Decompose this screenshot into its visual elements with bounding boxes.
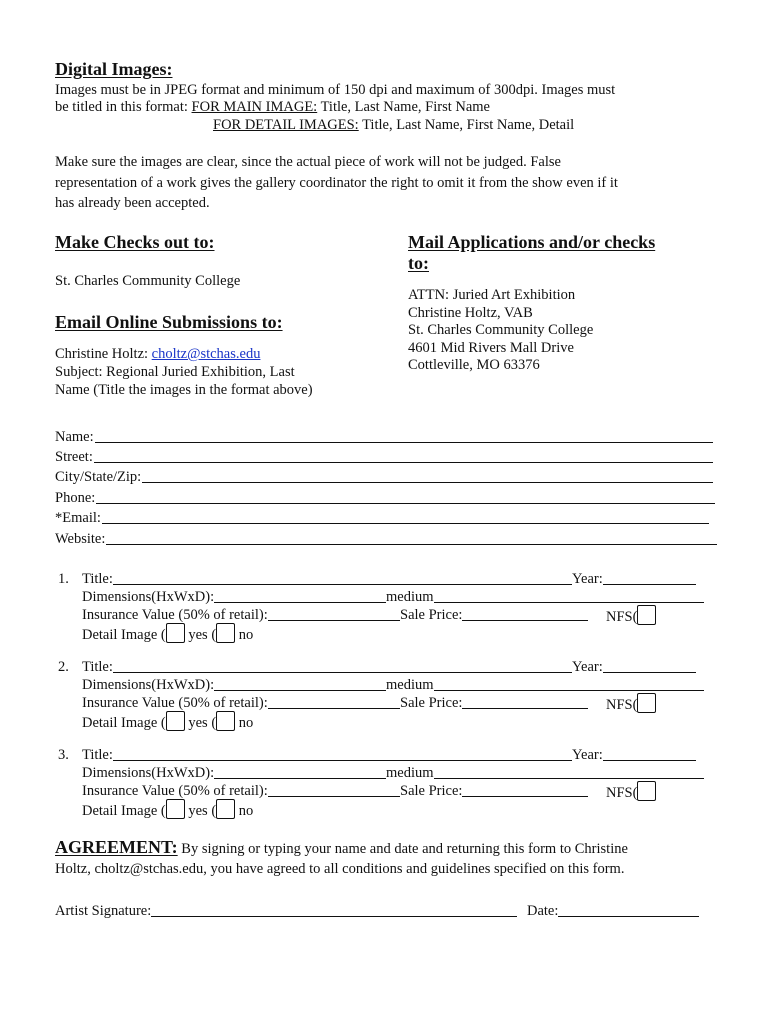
email-line[interactable] [102, 509, 709, 524]
work-title-line[interactable] [113, 570, 572, 585]
main-image-label: FOR MAIN IMAGE: [191, 99, 318, 115]
work-title-label: Title: [82, 659, 113, 675]
email-field[interactable] [55, 507, 709, 527]
artist-signature-field[interactable] [55, 900, 517, 920]
work-no-label: no [235, 627, 254, 643]
work-dimensions-line[interactable] [214, 764, 386, 779]
work-medium-line[interactable] [434, 588, 704, 603]
work-entry-2 [0, 656, 770, 736]
work-year-field[interactable] [572, 568, 696, 588]
work-no-label: no [235, 715, 254, 731]
work-detail-label: Detail Image ( [82, 715, 166, 731]
work-detail-image [82, 623, 253, 644]
website-field[interactable] [55, 528, 717, 548]
clear-note-line1: Make sure the images are clear, since the actual piece of work will not be judged. False [55, 154, 561, 170]
detail-yes-checkbox[interactable] [166, 623, 185, 643]
work-medium-line[interactable] [434, 764, 704, 779]
work-dimensions-line[interactable] [214, 676, 386, 691]
make-checks-heading: Make Checks out to: [55, 232, 215, 252]
work-nfs [606, 781, 656, 802]
agreement-text-line1: By signing or typing your name and date and returning this form to Christine [177, 841, 628, 857]
checks-payee: St. Charles Community College [55, 273, 241, 289]
work-insurance-label: Insurance Value (50% of retail): [82, 783, 268, 799]
work-medium-field[interactable] [386, 586, 704, 606]
work-insurance-line[interactable] [268, 694, 400, 709]
work-dimensions-field[interactable] [82, 762, 386, 782]
name-field[interactable] [55, 426, 713, 446]
mail-applications-heading-line1: Mail Applications and/or checks [408, 232, 656, 252]
clear-note-line3: has already been accepted. [55, 195, 210, 211]
website-label: Website: [55, 531, 106, 547]
work-sale-price-label: Sale Price: [400, 695, 463, 711]
street-field[interactable] [55, 446, 713, 466]
work-insurance-line[interactable] [268, 606, 400, 621]
artist-signature-line[interactable] [151, 902, 517, 917]
work-detail-label: Detail Image ( [82, 803, 166, 819]
work-year-line[interactable] [603, 570, 696, 585]
work-insurance-field[interactable] [82, 604, 400, 624]
work-sale-price-field[interactable] [400, 692, 588, 712]
work-dimensions-label: Dimensions(HxWxD): [82, 589, 215, 605]
work-title-field[interactable] [82, 656, 572, 676]
work-medium-label: medium [386, 765, 434, 781]
nfs-checkbox[interactable] [637, 605, 656, 625]
mail-applications-heading-line2: to: [408, 253, 429, 273]
name-label: Name: [55, 429, 94, 445]
digital-images-line3 [213, 116, 574, 134]
work-dimensions-field[interactable] [82, 586, 386, 606]
detail-yes-checkbox[interactable] [166, 711, 185, 731]
artist-signature-label: Artist Signature: [55, 903, 152, 919]
agreement-line1 [55, 838, 628, 858]
nfs-checkbox[interactable] [637, 693, 656, 713]
email-subject-line2: Name (Title the images in the format above) [55, 382, 313, 398]
nfs-checkbox[interactable] [637, 781, 656, 801]
work-sale-price-line[interactable] [462, 606, 588, 621]
mail-recipient: Christine Holtz, VAB [408, 304, 533, 321]
work-sale-price-field[interactable] [400, 604, 588, 624]
phone-field[interactable] [55, 487, 715, 507]
work-sale-price-line[interactable] [462, 694, 588, 709]
work-title-field[interactable] [82, 744, 572, 764]
work-entry-1 [0, 568, 770, 648]
work-medium-label: medium [386, 677, 434, 693]
work-year-label: Year: [572, 659, 603, 675]
date-label: Date: [527, 903, 559, 919]
city-label: City/State/Zip: [55, 469, 142, 485]
email-contact-line [55, 345, 260, 363]
mail-city: Cottleville, MO 63376 [408, 357, 540, 374]
work-year-field[interactable] [572, 656, 696, 676]
clear-note-line2: representation of a work gives the gallery coordinator the right to omit it from the show even if it [55, 174, 618, 191]
phone-label: Phone: [55, 490, 96, 506]
work-insurance-label: Insurance Value (50% of retail): [82, 607, 268, 623]
work-sale-price-label: Sale Price: [400, 607, 463, 623]
mail-address-block [408, 287, 593, 375]
agreement-text-line2: Holtz, choltz@stchas.edu, you have agreed to all conditions and guidelines specified on this form. [55, 861, 625, 877]
work-medium-label: medium [386, 589, 434, 605]
detail-no-checkbox[interactable] [216, 711, 235, 731]
work-insurance-field[interactable] [82, 780, 400, 800]
work-insurance-field[interactable] [82, 692, 400, 712]
work-sale-price-label: Sale Price: [400, 783, 463, 799]
work-year-label: Year: [572, 747, 603, 763]
email-submissions-heading: Email Online Submissions to: [55, 312, 283, 332]
clear-images-note [55, 152, 618, 214]
work-nfs-label: NFS( [606, 609, 638, 625]
work-medium-field[interactable] [386, 762, 704, 782]
date-line[interactable] [558, 902, 699, 917]
work-yes-label: yes ( [184, 715, 217, 731]
work-medium-field[interactable] [386, 674, 704, 694]
city-line[interactable] [142, 468, 713, 483]
work-detail-label: Detail Image ( [82, 627, 166, 643]
detail-image-format: Title, Last Name, First Name, Detail [358, 117, 575, 133]
work-nfs-label: NFS( [606, 697, 638, 713]
work-no-label: no [235, 803, 254, 819]
email-contact-name: Christine Holtz: [55, 346, 152, 362]
work-year-label: Year: [572, 571, 603, 587]
mail-college: St. Charles Community College [408, 322, 594, 339]
mail-attn: ATTN: Juried Art Exhibition [408, 287, 576, 303]
street-line[interactable] [94, 448, 713, 463]
work-year-line[interactable] [603, 658, 696, 673]
mail-street: 4601 Mid Rivers Mall Drive [408, 339, 574, 356]
work-number: 3. [58, 747, 69, 763]
detail-image-label: FOR DETAIL IMAGES: [213, 117, 359, 133]
work-title-line[interactable] [113, 658, 572, 673]
format-prefix: be titled in this format: [55, 99, 192, 115]
street-label: Street: [55, 449, 93, 465]
work-nfs [606, 693, 656, 714]
email-label: *Email: [55, 510, 101, 526]
work-nfs-label: NFS( [606, 785, 638, 801]
work-sale-price-line[interactable] [462, 782, 588, 797]
work-nfs [606, 605, 656, 626]
digital-images-heading: Digital Images: [55, 59, 173, 79]
work-number: 2. [58, 659, 69, 675]
work-number: 1. [58, 571, 69, 587]
work-dimensions-label: Dimensions(HxWxD): [82, 765, 215, 781]
digital-images-line1: Images must be in JPEG format and minimum of 150 dpi and maximum of 300dpi. Images must [55, 82, 616, 98]
detail-no-checkbox[interactable] [216, 799, 235, 819]
phone-line[interactable] [96, 489, 715, 504]
work-medium-line[interactable] [434, 676, 704, 691]
name-line[interactable] [95, 428, 713, 443]
work-title-label: Title: [82, 571, 113, 587]
work-insurance-line[interactable] [268, 782, 400, 797]
city-state-zip-field[interactable] [55, 466, 713, 486]
work-detail-image [82, 711, 253, 732]
work-yes-label: yes ( [184, 803, 217, 819]
email-subject-line1: Subject: Regional Juried Exhibition, Last [55, 364, 295, 380]
digital-images-line2 [55, 98, 490, 116]
agreement-heading: AGREEMENT: [55, 837, 178, 857]
work-yes-label: yes ( [184, 627, 217, 643]
work-dimensions-field[interactable] [82, 674, 386, 694]
detail-no-checkbox[interactable] [216, 623, 235, 643]
work-title-label: Title: [82, 747, 113, 763]
work-year-field[interactable] [572, 744, 696, 764]
work-title-line[interactable] [113, 746, 572, 761]
website-line[interactable] [106, 530, 717, 545]
email-link[interactable]: choltz@stchas.edu [151, 346, 261, 362]
work-dimensions-label: Dimensions(HxWxD): [82, 677, 215, 693]
date-field[interactable] [527, 900, 699, 920]
work-insurance-label: Insurance Value (50% of retail): [82, 695, 268, 711]
main-image-format: Title, Last Name, First Name [317, 99, 490, 115]
work-detail-image [82, 799, 253, 820]
work-sale-price-field[interactable] [400, 780, 588, 800]
work-entry-3 [0, 744, 770, 824]
detail-yes-checkbox[interactable] [166, 799, 185, 819]
work-dimensions-line[interactable] [214, 588, 386, 603]
work-title-field[interactable] [82, 568, 572, 588]
work-year-line[interactable] [603, 746, 696, 761]
